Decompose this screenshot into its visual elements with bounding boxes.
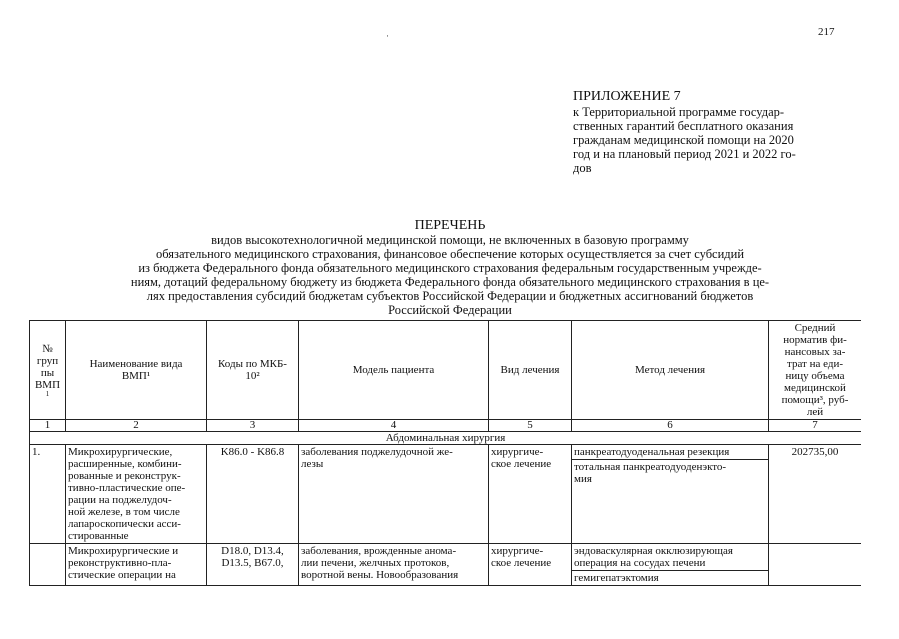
table-row <box>30 445 862 544</box>
appendix-line: дов <box>573 161 592 175</box>
group-number: 1. <box>30 445 66 544</box>
header-patient-model: Модель пациента <box>299 321 489 420</box>
section-title: Абдоминальная хирургия <box>30 432 862 445</box>
appendix-line: ственных гарантий бесплатного оказания <box>573 119 794 133</box>
document-heading: ПЕРЕЧЕНЬ <box>414 218 486 233</box>
vmp-table <box>29 320 861 586</box>
column-number: 4 <box>299 420 489 432</box>
icd-codes: D18.0, D13.4, D13.5, B67.0, <box>207 544 299 586</box>
appendix-line: гражданам медицинской помощи на 2020 <box>573 133 794 147</box>
title-line: видов высокотехнологичной медицинской помощи, не включенных в базовую программу <box>211 233 689 247</box>
patient-model: заболевания, врожденные анома- лии печени, желчных протоков, воротной вены. Новообразования <box>299 544 489 586</box>
header-average-cost: Средний норматив фи- нансовых за- трат на еди- ницу объема медицинской помощи³, руб- лей <box>769 321 862 420</box>
method-item: панкреатодуоденальная резекция <box>572 445 768 460</box>
column-number: 6 <box>572 420 769 432</box>
header-group-number: № груп пы ВМП 1 <box>30 321 66 420</box>
average-cost <box>769 544 862 586</box>
column-number: 1 <box>30 420 66 432</box>
method-item: гемигепатэктомия <box>574 572 659 584</box>
appendix-block <box>573 89 843 175</box>
header-treatment-type: Вид лечения <box>489 321 572 420</box>
average-cost: 202735,00 <box>769 445 862 544</box>
table-row <box>30 544 862 586</box>
title-line: Российской Федерации <box>388 303 512 317</box>
treatment-type: хирургиче- ское лечение <box>489 445 572 544</box>
column-number: 2 <box>66 420 207 432</box>
section-row <box>30 432 862 445</box>
column-number-row <box>30 420 862 432</box>
method-item: эндоваскулярная окклюзирующая операция на сосудах печени <box>572 544 768 571</box>
header-treatment-method: Метод лечения <box>572 321 769 420</box>
header-vmp-name: Наименование вида ВМП¹ <box>66 321 207 420</box>
document-title <box>40 218 860 317</box>
title-line: лях предоставления субсидий бюджетам субъектов Российской Федерации и бюджетных ассигнований бюджетов <box>146 289 754 303</box>
title-line: обязательного медицинского страхования, финансовое обеспечение которых осуществляется за счет субсидий <box>155 247 745 261</box>
table-header-row <box>30 321 862 420</box>
column-number: 5 <box>489 420 572 432</box>
title-line: ниям, дотаций федеральному бюджету из бюджета Федерального фонда обязательного медицинского страхования в це- <box>130 275 770 289</box>
column-number: 7 <box>769 420 862 432</box>
icd-codes: K86.0 - K86.8 <box>207 445 299 544</box>
title-line: из бюджета Федерального фонда обязательного медицинского страхования федеральным государственным учрежде- <box>138 261 762 275</box>
vmp-name: Микрохирургические, расширенные, комбини- рованные и реконструк- тивно-пластические опе- рации на поджелудоч- ной железе, в том числе лапароскопически асси- стированные <box>66 445 207 544</box>
vmp-name: Микрохирургические и реконструктивно-пла- стические операции на <box>66 544 207 586</box>
vmp-table-viewport <box>29 320 861 596</box>
group-number <box>30 544 66 586</box>
patient-model: заболевания поджелудочной же- лезы <box>299 445 489 544</box>
treatment-methods <box>572 445 769 544</box>
column-number: 3 <box>207 420 299 432</box>
treatment-methods <box>572 544 769 586</box>
appendix-line: к Территориальной программе государ- <box>573 105 785 119</box>
page-number: 217 <box>818 26 835 38</box>
header-icd-codes: Коды по МКБ- 10² <box>207 321 299 420</box>
appendix-title: ПРИЛОЖЕНИЕ 7 <box>573 89 681 104</box>
appendix-line: год и на плановый период 2021 и 2022 го- <box>573 147 796 161</box>
method-item: тотальная панкреатодуоденэкто- мия <box>574 461 727 485</box>
treatment-type: хирургиче- ское лечение <box>489 544 572 586</box>
scan-speck: · <box>386 31 389 41</box>
